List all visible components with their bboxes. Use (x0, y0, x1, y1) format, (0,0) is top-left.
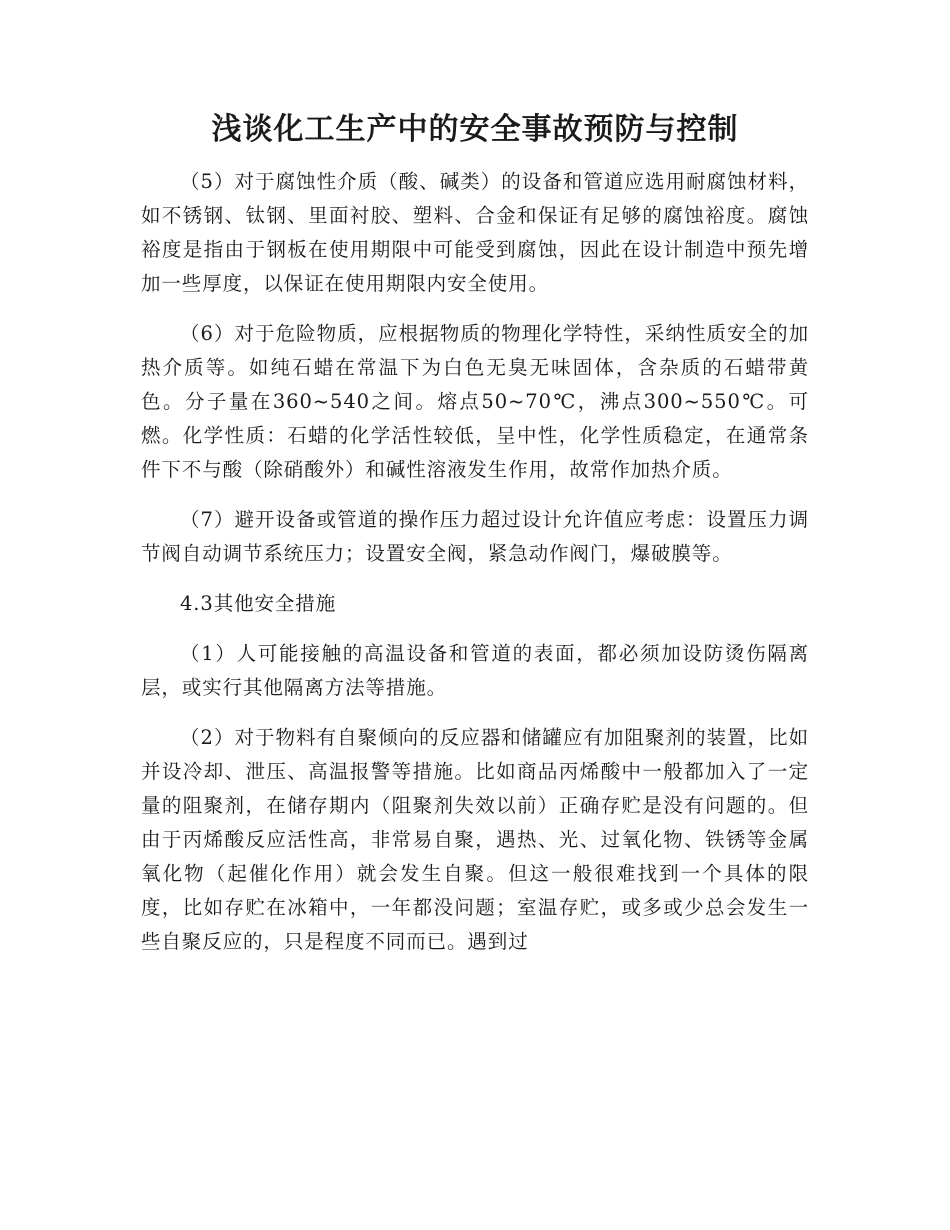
paragraph-6: （6）对于危险物质，应根据物质的物理化学特性，采纳性质安全的加热介质等。如纯石蜡在常温下为白色无臭无味固体，含杂质的石蜡带黄色。分子量在360~540之间。熔点50~70℃，沸点300~550℃。可燃。化学性质：石蜡的化学活性较低，呈中性，化学性质稳定，在通常条件下不与酸（除硝酸外）和碱性溶液发生作用，故常作加热介质。 (141, 322, 809, 481)
document-title: 浅谈化工生产中的安全事故预防与控制 (211, 112, 739, 147)
paragraph-5: （5）对于腐蚀性介质（酸、碱类）的设备和管道应选用耐腐蚀材料，如不锈钢、钛钢、里面衬胶、塑料、合金和保证有足够的腐蚀裕度。腐蚀裕度是指由于钢板在使用期限中可能受到腐蚀，因此在设计制造中预先增加一些厚度，以保证在使用期限内安全使用。 (141, 170, 809, 295)
section-paragraph-1: （1）人可能接触的高温设备和管道的表面，都必须加设防烫伤隔离层，或实行其他隔离方法等措施。 (141, 642, 809, 699)
section-paragraph-2: （2）对于物料有自聚倾向的反应器和储罐应有加阻聚剂的装置，比如并设冷却、泄压、高温报警等措施。比如商品丙烯酸中一般都加入了一定量的阻聚剂，在储存期内（阻聚剂失效以前）正确存贮是没有问题的。但由于丙烯酸反应活性高，非常易自聚，遇热、光、过氧化物、铁锈等金属氧化物（起催化作用）就会发生自聚。但这一般很难找到一个具体的限度，比如存贮在冰箱中，一年都没问题；室温存贮，或多或少总会发生一些自聚反应的，只是程度不同而已。遇到过 (141, 726, 809, 953)
section-heading: 4.3其他安全措施 (180, 592, 337, 615)
document-body (141, 165, 809, 975)
paragraph-7: （7）避开设备或管道的操作压力超过设计允许值应考虑：设置压力调节阀自动调节系统压力；设置安全阀，紧急动作阀门，爆破膜等。 (141, 508, 809, 565)
